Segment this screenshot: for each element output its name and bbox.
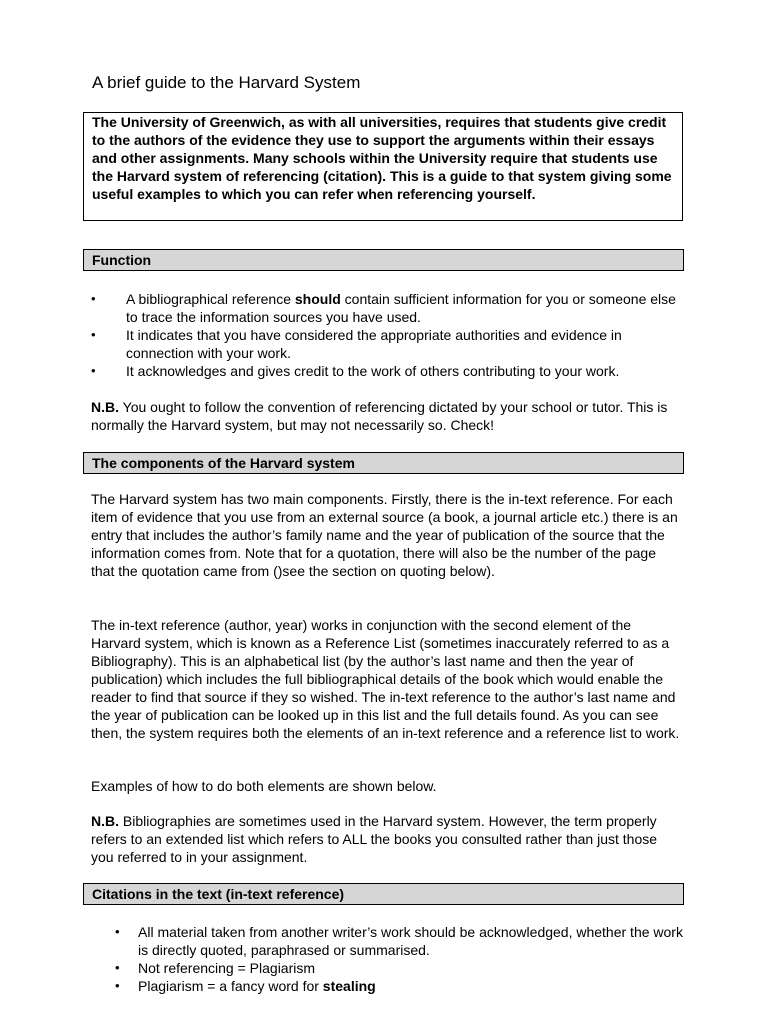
bullet-icon: • [91,291,96,306]
components-paragraph-2: The in-text reference (author, year) works in conjunction with the second element of the Harvard system, which is known as a Reference List (sometimes inaccurately referred to as a Bibliography). This is an alphabetical list (by the author’s last name and then the year of publication) which includes the full bibliographical details of the book which would enable the reader to find that source if they so wished. The in-text reference to the author’s last name and the year of publication can be looked up in this list and the full details found. As you can see then, the system requires both the elements of an in-text reference and a reference list to work. [91,617,680,741]
list-item: • A bibliographical reference should contain sufficient information for you or someone else to trace the information sources you have used. [91,291,676,325]
list-item: • All material taken from another writer’s work should be acknowledged, whether the work is directly quoted, paraphrased or summarised. [115,924,683,958]
list-item: • Plagiarism = a fancy word for stealing [115,978,376,994]
page-title: A brief guide to the Harvard System [92,73,361,92]
bullet-icon: • [91,363,96,378]
function-note: N.B. You ought to follow the convention of referencing dictated by your school or tutor. This is normally the Harvard system, but may not necessarily so. Check! [91,399,668,433]
bullet-icon: • [115,978,120,993]
citations-heading: Citations in the text (in-text reference) [83,883,684,905]
list-item: • Not referencing = Plagiarism [115,960,316,976]
components-paragraph-1: The Harvard system has two main components. Firstly, there is the in-text reference. For each item of evidence that you use from an external source (a book, a journal article etc.) there is an entry that includes the author’s family name and the year of publication of the source that the information comes from. Note that for a quotation, there will also be the number of the page that the quotation came from ()see the section on quoting below). [91,491,678,579]
citations-bullet-list [115,923,685,995]
bullet-icon: • [91,327,96,342]
list-item: • It acknowledges and gives credit to the work of others contributing to your work. [91,363,620,379]
components-note: N.B. Bibliographies are sometimes used in the Harvard system. However, the term properly refers to an extended list which refers to ALL the books you consulted rather than just those you referred to in your assignment. [91,813,658,865]
components-paragraph-3: Examples of how to do both elements are shown below. [91,778,437,794]
bullet-icon: • [115,924,120,939]
function-heading: Function [83,249,684,271]
intro-box [83,112,683,221]
function-bullet-list [91,290,681,380]
intro-text: The University of Greenwich, as with all universities, requires that students give credit to the authors of the evidence they use to support the arguments within their essays and other assignments. Many schools within the University require that students use the Harvard system of referencing (citation). This is a guide to that system giving some useful examples to which you can refer when referencing yourself. [92,114,672,202]
components-heading: The components of the Harvard system [83,452,684,474]
list-item: • It indicates that you have considered the appropriate authorities and evidence in connection with your work. [91,327,622,361]
bullet-icon: • [115,960,120,975]
